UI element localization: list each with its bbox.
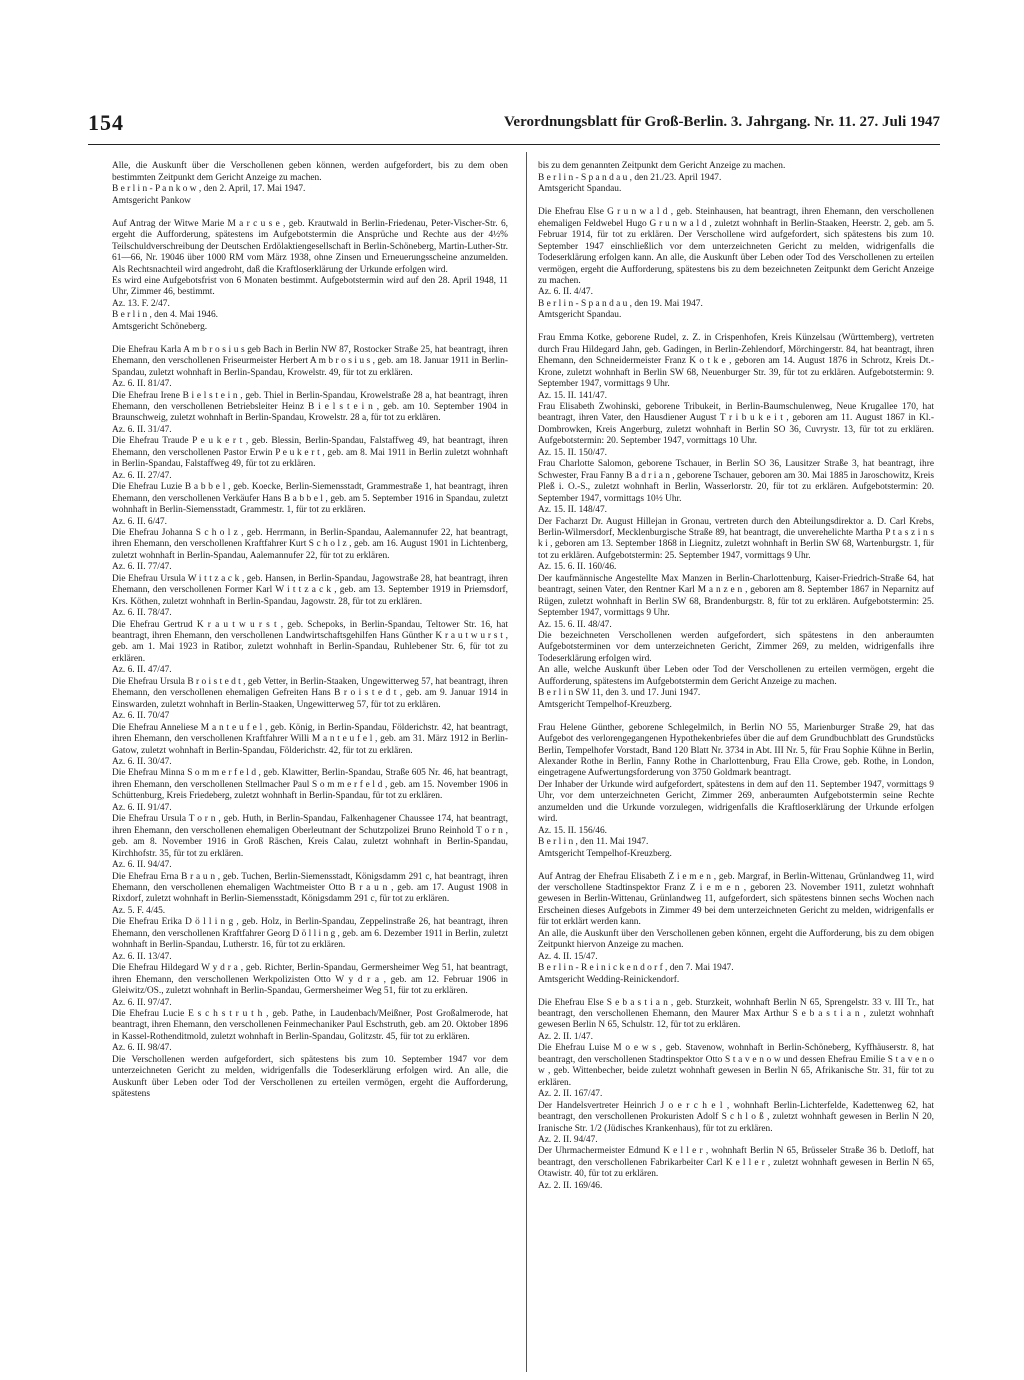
- left-column: [112, 150, 508, 1112]
- right-column-text: bis zu dem genannten Zeitpunkt dem Gericht Anzeige zu machen. B e r l i n - S p a n d a u , den 21./23. April 1947. Amtsgericht Spandau. Die Ehefrau Else G r u n w a l d , geb. Steinhausen, hat beantragt, ihren Ehemann, den verschollenen ehemaligen Feldwebel Hugo G r u n w a l d , zuletzt wohnhaft in Berlin-Staaken, Heerstr. 2, geb. am 5. Februar 1914, für tot zu erklären. Der Verschollene wird aufgefordert, sich spätestens bis zum 10. September 1947 einschließlich vor dem unterzeichneten Gericht zu melden, widrigenfalls die Todeserklärung erfolgen kann. An alle, die Auskunft über Leben oder Tod des Verschollenen zu erteilen vermögen, ergeht die Aufforderung, spätestens bis zu dem bezeichneten Zeitpunkt dem Gericht Anzeige zu machen. Az. 6. II. 4/47. B e r l i n - S p a n d a u , den 19. Mai 1947. Amtsgericht Spandau. Frau Emma Kotke, geborene Rudel, z. Z. in Crispenhofen, Kreis Künzelsau (Württemberg), vertreten durch Frau Hildegard Jahn, geb. Gadingen, in Berlin-Zehlendorf, Mörchingerstr. 84, hat beantragt, ihren Ehemann, den Schneidermeister Franz K o t k e , geboren am 14. August 1876 in Schrotz, Kreis Dt.-Krone, zuletzt wohnhaft in Berlin SW 68, Neuenburger Str. 39, für tot zu erklären. Aufgebotstermin: 9. September 1947, vormittags 9 Uhr. Az. 15. II. 141/47. Frau Elisabeth Zwohinski, geborene Tribukeit, in Berlin-Baumschulenweg, Neue Krugallee 170, hat beantragt, ihren Vater, den Hausdiener August T r i b u k e i t , geboren am 11. August 1867 in Kl.-Dombrowken, Kreis Angerburg, zuletzt wohnhaft in Berlin SO 36, Cuvrystr. 13, für tot zu erklären. Aufgebotstermin: 20. September 1947, vormittags 10 Uhr. Az. 15. II. 150/47. Frau Charlotte Salomon, geborene Tschauer, in Berlin SO 36, Lausitzer Straße 3, hat beantragt, ihre Schwester, Frau Fanny B a d r i a n , geborene Tschauer, geboren am 30. Mai 1885 in Jaroschowitz, Kreis Pleß i. O.-S., zuletzt wohnhaft in Berlin, Wasserlorstr. 20, für tot zu erklären. Aufgebotstermin: 20. September 1947, vormittags 10½ Uhr. Az. 15. II. 148/47. Der Facharzt Dr. August Hillejan in Gronau, vertreten durch den Abteilungsdirektor a. D. Carl Krebs, Berlin-Wilmersdorf, Mecklenburgische Straße 89, hat beantragt, die unverehelichte Martha P t a s z i n s k i , geboren am 13. September 1868 in Liegnitz, zuletzt wohnhaft in Berlin SW 68, Wartenburgstr. 1, für tot zu erklären. Aufgebotstermin: 25. September 1947, vormittags 9 Uhr. Az. 15. 6. II. 160/46. Der kaufmännische Angestellte Max Manzen in Berlin-Charlottenburg, Kaiser-Friedrich-Straße 64, hat beantragt, seinen Vater, den Rentner Karl M a n z e n , geboren am 8. September 1867 in Neparnitz auf Rügen, zuletzt wohnhaft in Berlin SW 68, Brandenburgstr. 8, für tot zu erklären. Aufgebotstermin: 25. September 1947, vormittags 9 Uhr. Az. 15. 6. II. 48/47. Die bezeichneten Verschollenen werden aufgefordert, sich spätestens in den anberaumten Aufgebotsterminen vor dem unterzeichneten Gericht, Zimmer 269, zu melden, widrigenfalls ihre Todeserklärung erfolgen wird. An alle, welche Auskunft über Leben oder Tod der Verschollenen zu erteilen vermögen, ergeht die Aufforderung, spätestens im Aufgebotstermin dem Gericht Anzeige zu machen. B e r l i n SW 11, den 3. und 17. Juni 1947. Amtsgericht Tempelhof-Kreuzberg. Frau Helene Günther, geborene Schlegelmilch, in Berlin NO 55, Marienburger Straße 29, hat das Aufgebot des verlorengegangenen Hypothekenbriefes über die auf dem Grundbuchblatt des Grundstücks Berlin, Tempelhofer Vorstadt, Band 120 Blatt Nr. 3734 in Abt. III Nr. 5, für Frau Sophie Kühne in Berlin, Alexander Rothe in Berlin, Fanny Rothe in Charlottenburg, Frau Ella Crowe, geb. Rothe, in London, eingetragene Aufwertungsforderung von 3750 Goldmark beantragt. Der Inhaber der Urkunde wird aufgefordert, spätestens in dem auf den 11. September 1947, vormittags 9 Uhr, vor dem unterzeichneten Gericht, Zimmer 269, anberaumten Aufgebotstermin seine Rechte anzumelden und die Urkunde vorzulegen, widrigenfalls die Kraftloserklärung der Urkunde erfolgen wird. Az. 15. II. 156/46. B e r l i n , den 11. Mai 1947. Amtsgericht Tempelhof-Kreuzberg. Auf Antrag der Ehefrau Elisabeth Z i e m e n , geb. Margraf, in Berlin-Wittenau, Grünlandweg 11, wird der verschollene Stadtinspektor Franz Z i e m e n , geboren 23. November 1911, zuletzt wohnhaft gewesen in Berlin-Wittenau, Grünlandweg 11, aufgefordert, sich spätestens binnen sechs Wochen nach Erscheinen dieses Aufgebots in Zimmer 49 bei dem unterzeichneten Gericht zu melden, widrigenfalls er für tot erklärt werden kann. An alle, die Auskunft über den Verschollenen geben können, ergeht die Aufforderung, bis zu dem obigen Zeitpunkt hiervon Anzeige zu machen. Az. 4. II. 15/47. B e r l i n - R e i n i c k e n d o r f , den 7. Mai 1947. Amtsgericht Wedding-Reinickendorf. Die Ehefrau Else S e b a s t i a n , geb. Sturzkeit, wohnhaft Berlin N 65, Sprengelstr. 33 v. III Tr., hat beantragt, den verschollenen Ehemann, den Maurer Max Arthur S e b a s t i a n , zuletzt wohnhaft gewesen Berlin N 65, Schulstr. 12, für tot zu erklären. Az. 2. II. 1/47. Die Ehefrau Luise M o e w s , geb. Stavenow, wohnhaft in Berlin-Schöneberg, Kyffhäuserstr. 8, hat beantragt, den verschollenen Stadtinspektor Otto S t a v e n o w und dessen Ehefrau Emilie S t a v e n o w , geb. Wittenbecher, beide zuletzt wohnhaft gewesen in Berlin N 65, Afrikanische Str. 31, für tot zu erklären. Az. 2. II. 167/47. Der Handelsvertreter Heinrich J o e r c h e l , wohnhaft Berlin-Lichterfelde, Kadettenweg 62, hat beantragt, den verschollenen Prokuristen Adolf S c h l o ß , zuletzt wohnhaft gewesen in Berlin N 20, Iranische Str. 1/2 (Jüdisches Krankenhaus), für tot zu erklären. Az. 2. II. 94/47. Der Uhrmachermeister Edmund K e l l e r , wohnhaft Berlin N 65, Brüsseler Straße 36 b. Detloff, hat beantragt, den verschollenen Fabrikarbeiter Carl K e l l e r , zuletzt wohnhaft gewesen in Berlin N 65, Otawistr. 40, für tot zu erklären. Az. 2. II. 169/46.: [538, 161, 934, 1191]
- right-column: [538, 150, 934, 1204]
- page-number: 154: [88, 110, 124, 135]
- page-header-title: Verordnungsblatt für Groß-Berlin. 3. Jahrgang. Nr. 11. 27. Juli 1947: [503, 114, 940, 130]
- column-divider: [526, 152, 527, 1372]
- page-header: [88, 110, 940, 145]
- left-column-text: Alle, die Auskunft über die Verschollenen geben können, werden aufgefordert, bis zu dem oben bestimmten Zeitpunkt dem Gericht Anzeige zu machen. B e r l i n - P a n k o w , den 2. April, 17. Mai 1947. Amtsgericht Pankow Auf Antrag der Witwe Marie M a r c u s e , geb. Krautwald in Berlin-Friedenau, Peter-Vischer-Str. 6, ergeht die Aufforderung, spätestens im Aufgebotstermin die Ansprüche und Rechte aus der 4½% Teilschuldverschreibung der Deutschen Erdölaktiengesellschaft in Berlin-Schöneberg, Martin-Luther-Str. 61—66, Nr. 19046 über 1000 RM vom März 1938, ohne Zinsen und Erneuerungsscheine anzumelden. Als Rechtsnachteil wird angedroht, daß die Kraftloserklärung der Urkunde erfolgen wird. Es wird eine Aufgebotsfrist von 6 Monaten bestimmt. Aufgebotstermin wird auf den 28. April 1948, 11 Uhr, Zimmer 46, bestimmt. Az. 13. F. 2/47. B e r l i n , den 4. Mai 1946. Amtsgericht Schöneberg. Die Ehefrau Karla A m b r o s i u s geb Bach in Berlin NW 87, Rostocker Straße 25, hat beantragt, ihren Ehemann, den verschollenen Friseurmeister Herbert A m b r o s i u s , geb. am 18. Januar 1911 in Berlin-Spandau, zuletzt wohnhaft in Berlin-Spandau, Krowelstr. 49, für tot zu erklären. Az. 6. II. 81/47. Die Ehefrau Irene B i e l s t e i n , geb. Thiel in Berlin-Spandau, Krowelstraße 28 a, hat beantragt, ihren Ehemann, den verschollenen Betriebsleiter Heinz B i e l s t e i n , geb. am 10. September 1904 in Braunschweig, zuletzt wohnhaft in Berlin-Spandau, Krowelstr. 28 a, für tot zu erklären. Az. 6. II. 31/47. Die Ehefrau Traude P e u k e r t , geb. Blessin, Berlin-Spandau, Falstaffweg 49, hat beantragt, ihren Ehemann, den verschollenen Pastor Erwin P e u k e r t , geb. am 8. Mai 1911 in Berlin zuletzt wohnhaft in Berlin-Spandau, Falstaffweg 49, für tot zu erklären. Az. 6. II. 27/47. Die Ehefrau Luzie B a b b e l , geb. Koecke, Berlin-Siemensstadt, Grammestraße 1, hat beantragt, ihren Ehemann, den verschollenen Verkäufer Hans B a b b e l , geb. am 5. September 1916 in Spandau, zuletzt wohnhaft in Berlin-Siemensstadt, Grammestr. 1, für tot zu erklären. Az. 6. II. 6/47. Die Ehefrau Johanna S c h o l z , geb. Herrmann, in Berlin-Spandau, Aalemannufer 22, hat beantragt, ihren Ehemann, den verschollenen Kraftfahrer Kurt S c h o l z , geb. am 16. August 1901 in Lichtenberg, zuletzt wohnhaft in Berlin-Spandau, Aalemannufer 22, für tot zu erklären. Az. 6. II. 77/47. Die Ehefrau Ursula W i t t z a c k , geb. Hansen, in Berlin-Spandau, Jagowstraße 28, hat beantragt, ihren Ehemann, den verschollenen Former Karl W i t t z a c k , geb. am 13. September 1919 in Priemsdorf, Krs. Köthen, zuletzt wohnhaft in Berlin-Spandau, Jagowstr. 28, für tot zu erklären. Az. 6. II. 78/47. Die Ehefrau Gertrud K r a u t w u r s t , geb. Schepoks, in Berlin-Spandau, Teltower Str. 16, hat beantragt, ihren Ehemann, den verschollenen Landwirtschaftsgehilfen Hans Günther K r a u t w u r s t , geb. am 1. Mai 1923 in Ratibor, zuletzt wohnhaft in Berlin-Spandau, Ruhlebener Str. 6, für tot zu erklären. Az. 6. II. 47/47. Die Ehefrau Ursula B r o i s t e d t , geb Vetter, in Berlin-Staaken, Ungewitterweg 57, hat beantragt, ihren Ehemann, den verschollenen ehemaligen Gefreiten Hans B r o i s t e d t , geb. am 9. Januar 1914 in Einswarden, zuletzt wohnhaft in Berlin-Staaken, Ungewitterweg 57, für tot zu erklären. Az. 6. II. 70/47 Die Ehefrau Anneliese M a n t e u f e l , geb. König, in Berlin-Spandau, Földerichstr. 42, hat beantragt, ihren Ehemann, den verschollenen Kraftfahrer Willi M a n t e u f e l , geb. am 31. März 1912 in Berlin-Gatow, zuletzt wohnhaft in Berlin-Spandau, Földerichstr. 42, für tot zu erklären. Az. 6. II. 30/47. Die Ehefrau Minna S o m m e r f e l d , geb. Klawitter, Berlin-Spandau, Straße 605 Nr. 46, hat beantragt, ihren Ehemann, den verschollenen Stellmacher Paul S o m m e r f e l d , geb. am 15. November 1906 in Schüttenburg, Kreis Friedeberg, zuletzt wohnhaft in Berlin-Spandau, für tot zu erklären. Az. 6. II. 91/47. Die Ehefrau Ursula T o r n , geb. Huth, in Berlin-Spandau, Falkenhagener Chaussee 174, hat beantragt, ihren Ehemann, den verschollenen ehemaligen Oberleutnant der Schutzpolizei Bruno Reinhold T o r n , geb. am 8. November 1916 in Groß Räschen, Kreis Calau, zuletzt wohnhaft in Berlin-Spandau, Kirchhofstr. 35, für tot zu erklären. Az. 6. II. 94/47. Die Ehefrau Erna B r a u n , geb. Tuchen, Berlin-Siemensstadt, Königsdamm 291 c, hat beantragt, ihren Ehemann, den verschollenen ehemaligen Wachtmeister Otto B r a u n , geb. am 17. August 1908 in Rixdorf, zuletzt wohnhaft in Berlin-Siemensstadt, Königsdamm 291 c, für tot zu erklären. Az. 5. F. 4/45. Die Ehefrau Erika D ö l l i n g , geb. Holz, in Berlin-Spandau, Zeppelinstraße 26, hat beantragt, ihren Ehemann, den verschollenen Kraftfahrer Georg D ö l l i n g , geb. am 6. Dezember 1911 in Berlin, zuletzt wohnhaft in Berlin-Spandau, Lutherstr. 16, für tot zu erklären. Az. 6. II. 13/47. Die Ehefrau Hildegard W y d r a , geb. Richter, Berlin-Spandau, Germersheimer Weg 51, hat beantragt, ihren Ehemann, den verschollenen Werkpolizisten Otto W y d r a , geb. am 12. Februar 1906 in Gleiwitz/OS., zuletzt wohnhaft in Berlin-Spandau, Germersheimer Weg 51, für tot zu erklären. Az. 6. II. 97/47. Die Ehefrau Lucie E s c h s t r u t h , geb. Pathe, in Laudenbach/Meißner, Post Großalmerode, hat beantragt, ihren Ehemann, den verschollenen Feinmechaniker Paul Eschstruth, geb. am 20. Oktober 1896 in Kassel-Rothenditmold, zuletzt wohnhaft in Berlin-Spandau, Golitzstr. 45, für tot zu erklären. Az. 6. II. 98/47. Die Verschollenen werden aufgefordert, sich spätestens bis zum 10. September 1947 vor dem unterzeichneten Gericht zu melden, widrigenfalls die Todeserklärung erfolgen wird. An alle, die Auskunft über Leben oder Tod der Verschollenen zu erteilen vermögen, ergeht die Aufforderung, spätestens: [112, 161, 508, 1100]
